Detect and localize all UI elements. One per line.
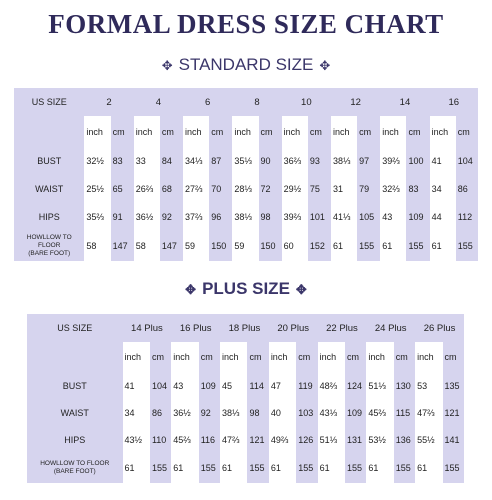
cell-inch: 47⅔: [415, 399, 442, 426]
cell-inch: 39⅔: [282, 203, 308, 231]
cell-cm: 150: [209, 231, 232, 261]
table-row-hollow-to-floor: [27, 453, 464, 483]
cell-inch: 41: [123, 372, 150, 399]
cell-inch: 35⅓: [232, 147, 258, 175]
table-row-bust: [27, 372, 464, 399]
cell-cm: 155: [247, 453, 268, 483]
cell-inch: 61: [380, 231, 406, 261]
cell-cm: 109: [406, 203, 429, 231]
cell-inch: 28⅓: [232, 175, 258, 203]
cell-inch: 33: [134, 147, 160, 175]
label-line: HOWLLOW TO FLOOR: [40, 460, 110, 467]
cell-inch: 61: [269, 453, 296, 483]
plus-size-table: [27, 314, 464, 483]
cell-inch: 51⅓: [366, 372, 393, 399]
unit-inch: inch: [183, 116, 209, 147]
row-label-bust: BUST: [14, 147, 84, 175]
cell-inch: 61: [415, 453, 442, 483]
ornament-icon: ✥: [319, 58, 331, 73]
label-line: (BARE FOOT): [53, 468, 96, 475]
unit-inch: inch: [282, 116, 308, 147]
cell-inch: 45⅔: [171, 426, 198, 453]
cell-inch: 34⅓: [183, 147, 209, 175]
cell-cm: 84: [160, 147, 183, 175]
cell-inch: 47: [269, 372, 296, 399]
label-line: HOWLLOW TO: [26, 234, 72, 241]
unit-cm: cm: [345, 342, 366, 372]
cell-cm: 155: [296, 453, 317, 483]
us-size-label: US SIZE: [14, 88, 84, 116]
cell-inch: 31: [331, 175, 357, 203]
table-row-waist: [14, 175, 478, 203]
plus-size-label: PLUS SIZE: [202, 279, 290, 298]
cell-cm: 70: [209, 175, 232, 203]
cell-cm: 114: [247, 372, 268, 399]
cell-inch: 53½: [366, 426, 393, 453]
standard-size-label: STANDARD SIZE: [178, 55, 314, 74]
cell-cm: 86: [456, 175, 478, 203]
cell-cm: 98: [259, 203, 282, 231]
unit-cm: cm: [357, 116, 380, 147]
size-header-row: [14, 88, 478, 116]
cell-cm: 155: [357, 231, 380, 261]
unit-cm: cm: [456, 116, 478, 147]
unit-cm: cm: [406, 116, 429, 147]
unit-inch: inch: [430, 116, 456, 147]
cell-cm: 79: [357, 175, 380, 203]
unit-cm: cm: [259, 116, 282, 147]
cell-cm: 65: [111, 175, 134, 203]
unit-inch: inch: [220, 342, 247, 372]
cell-cm: 115: [394, 399, 415, 426]
table-row-waist: [27, 399, 464, 426]
unit-cm: cm: [247, 342, 268, 372]
cell-inch: 27⅔: [183, 175, 209, 203]
cell-inch: 61: [123, 453, 150, 483]
table-row-hips: [14, 203, 478, 231]
cell-cm: 119: [296, 372, 317, 399]
cell-inch: 38⅓: [220, 399, 247, 426]
unit-spacer: [14, 116, 84, 147]
cell-inch: 36½: [134, 203, 160, 231]
unit-inch: inch: [331, 116, 357, 147]
unit-row: [27, 342, 464, 372]
row-label-hips: HIPS: [14, 203, 84, 231]
cell-inch: 43⅓: [318, 399, 345, 426]
cell-inch: 43: [171, 372, 198, 399]
cell-inch: 38⅓: [232, 203, 258, 231]
cell-cm: 155: [150, 453, 171, 483]
row-label-bust: BUST: [27, 372, 123, 399]
cell-cm: 135: [443, 372, 464, 399]
size-16-plus: 16 Plus: [171, 314, 220, 342]
cell-inch: 61: [220, 453, 247, 483]
cell-cm: 105: [357, 203, 380, 231]
cell-inch: 58: [84, 231, 110, 261]
cell-cm: 116: [199, 426, 220, 453]
cell-inch: 36½: [171, 399, 198, 426]
cell-cm: 92: [199, 399, 220, 426]
cell-cm: 155: [443, 453, 464, 483]
cell-cm: 136: [394, 426, 415, 453]
table-row-hollow-to-floor: [14, 231, 478, 261]
unit-cm: cm: [209, 116, 232, 147]
cell-inch: 61: [430, 231, 456, 261]
unit-cm: cm: [150, 342, 171, 372]
cell-inch: 26⅔: [134, 175, 160, 203]
cell-cm: 155: [345, 453, 366, 483]
cell-cm: 150: [259, 231, 282, 261]
cell-inch: 45: [220, 372, 247, 399]
cell-inch: 58: [134, 231, 160, 261]
us-size-label: US SIZE: [27, 314, 123, 342]
size-14: 14: [380, 88, 429, 116]
cell-inch: 34: [123, 399, 150, 426]
cell-cm: 104: [456, 147, 478, 175]
cell-inch: 32⅔: [380, 175, 406, 203]
ornament-icon: ✥: [161, 58, 173, 73]
cell-cm: 121: [247, 426, 268, 453]
size-20-plus: 20 Plus: [269, 314, 318, 342]
cell-inch: 61: [366, 453, 393, 483]
cell-cm: 147: [160, 231, 183, 261]
cell-cm: 91: [111, 203, 134, 231]
size-8: 8: [232, 88, 281, 116]
cell-cm: 96: [209, 203, 232, 231]
cell-inch: 45⅔: [366, 399, 393, 426]
unit-inch: inch: [134, 116, 160, 147]
size-18-plus: 18 Plus: [220, 314, 269, 342]
cell-inch: 40: [269, 399, 296, 426]
standard-size-heading: [0, 55, 492, 75]
table-row-hips: [27, 426, 464, 453]
unit-cm: cm: [199, 342, 220, 372]
cell-cm: 121: [443, 399, 464, 426]
cell-cm: 126: [296, 426, 317, 453]
cell-cm: 100: [406, 147, 429, 175]
unit-cm: cm: [443, 342, 464, 372]
cell-cm: 83: [406, 175, 429, 203]
cell-inch: 41⅓: [331, 203, 357, 231]
cell-inch: 29½: [282, 175, 308, 203]
size-24-plus: 24 Plus: [366, 314, 415, 342]
size-12: 12: [331, 88, 380, 116]
cell-cm: 101: [308, 203, 331, 231]
cell-inch: 61: [318, 453, 345, 483]
cell-inch: 49⅔: [269, 426, 296, 453]
cell-inch: 47⅔: [220, 426, 247, 453]
cell-cm: 93: [308, 147, 331, 175]
cell-cm: 147: [111, 231, 134, 261]
cell-inch: 59: [183, 231, 209, 261]
cell-cm: 83: [111, 147, 134, 175]
row-label-waist: WAIST: [27, 399, 123, 426]
cell-cm: 109: [199, 372, 220, 399]
cell-cm: 92: [160, 203, 183, 231]
size-header-row: [27, 314, 464, 342]
size-10: 10: [282, 88, 331, 116]
label-line: FLOOR: [38, 242, 61, 249]
page-title: FORMAL DRESS SIZE CHART: [48, 9, 444, 39]
cell-inch: 61: [331, 231, 357, 261]
size-6: 6: [183, 88, 232, 116]
unit-inch: inch: [318, 342, 345, 372]
cell-cm: 155: [199, 453, 220, 483]
cell-cm: 97: [357, 147, 380, 175]
row-label-waist: WAIST: [14, 175, 84, 203]
size-2: 2: [84, 88, 133, 116]
cell-cm: 104: [150, 372, 171, 399]
cell-cm: 103: [296, 399, 317, 426]
unit-inch: inch: [171, 342, 198, 372]
cell-inch: 60: [282, 231, 308, 261]
cell-inch: 44: [430, 203, 456, 231]
cell-inch: 39⅔: [380, 147, 406, 175]
ornament-icon: ✥: [295, 282, 307, 297]
cell-inch: 61: [171, 453, 198, 483]
unit-inch: inch: [269, 342, 296, 372]
cell-cm: 112: [456, 203, 478, 231]
cell-inch: 43: [380, 203, 406, 231]
cell-cm: 87: [209, 147, 232, 175]
unit-inch: inch: [232, 116, 258, 147]
plus-size-heading: [0, 279, 492, 299]
unit-cm: cm: [296, 342, 317, 372]
standard-size-table: [14, 88, 478, 261]
cell-inch: 35⅔: [84, 203, 110, 231]
unit-inch: inch: [123, 342, 150, 372]
cell-cm: 98: [247, 399, 268, 426]
cell-cm: 130: [394, 372, 415, 399]
size-16: 16: [430, 88, 478, 116]
unit-cm: cm: [308, 116, 331, 147]
unit-cm: cm: [111, 116, 134, 147]
cell-cm: 109: [345, 399, 366, 426]
cell-inch: 34: [430, 175, 456, 203]
ornament-icon: ✥: [185, 282, 197, 297]
size-22-plus: 22 Plus: [318, 314, 367, 342]
cell-cm: 75: [308, 175, 331, 203]
row-label-hips: HIPS: [27, 426, 123, 453]
cell-inch: 53: [415, 372, 442, 399]
cell-cm: 68: [160, 175, 183, 203]
size-4: 4: [134, 88, 183, 116]
cell-inch: 32½: [84, 147, 110, 175]
cell-cm: 155: [394, 453, 415, 483]
unit-row: [14, 116, 478, 147]
cell-cm: 90: [259, 147, 282, 175]
cell-inch: 37⅔: [183, 203, 209, 231]
cell-inch: 36⅔: [282, 147, 308, 175]
cell-inch: 38⅓: [331, 147, 357, 175]
size-14-plus: 14 Plus: [123, 314, 172, 342]
unit-cm: cm: [394, 342, 415, 372]
row-label-hollow-to-floor: [14, 231, 84, 261]
cell-cm: 152: [308, 231, 331, 261]
unit-inch: inch: [415, 342, 442, 372]
cell-inch: 48⅔: [318, 372, 345, 399]
unit-inch: inch: [84, 116, 110, 147]
cell-cm: 155: [406, 231, 429, 261]
unit-inch: inch: [366, 342, 393, 372]
cell-inch: 43½: [123, 426, 150, 453]
cell-cm: 72: [259, 175, 282, 203]
cell-cm: 110: [150, 426, 171, 453]
cell-cm: 86: [150, 399, 171, 426]
cell-inch: 59: [232, 231, 258, 261]
size-26-plus: 26 Plus: [415, 314, 464, 342]
unit-spacer: [27, 342, 123, 372]
cell-cm: 141: [443, 426, 464, 453]
cell-inch: 41: [430, 147, 456, 175]
unit-cm: cm: [160, 116, 183, 147]
cell-inch: 51⅓: [318, 426, 345, 453]
table-row-bust: [14, 147, 478, 175]
cell-cm: 131: [345, 426, 366, 453]
cell-cm: 124: [345, 372, 366, 399]
cell-inch: 25½: [84, 175, 110, 203]
unit-inch: inch: [380, 116, 406, 147]
row-label-hollow-to-floor: [27, 453, 123, 483]
label-line: (BARE FOOT): [28, 250, 71, 257]
cell-cm: 155: [456, 231, 478, 261]
cell-inch: 55½: [415, 426, 442, 453]
